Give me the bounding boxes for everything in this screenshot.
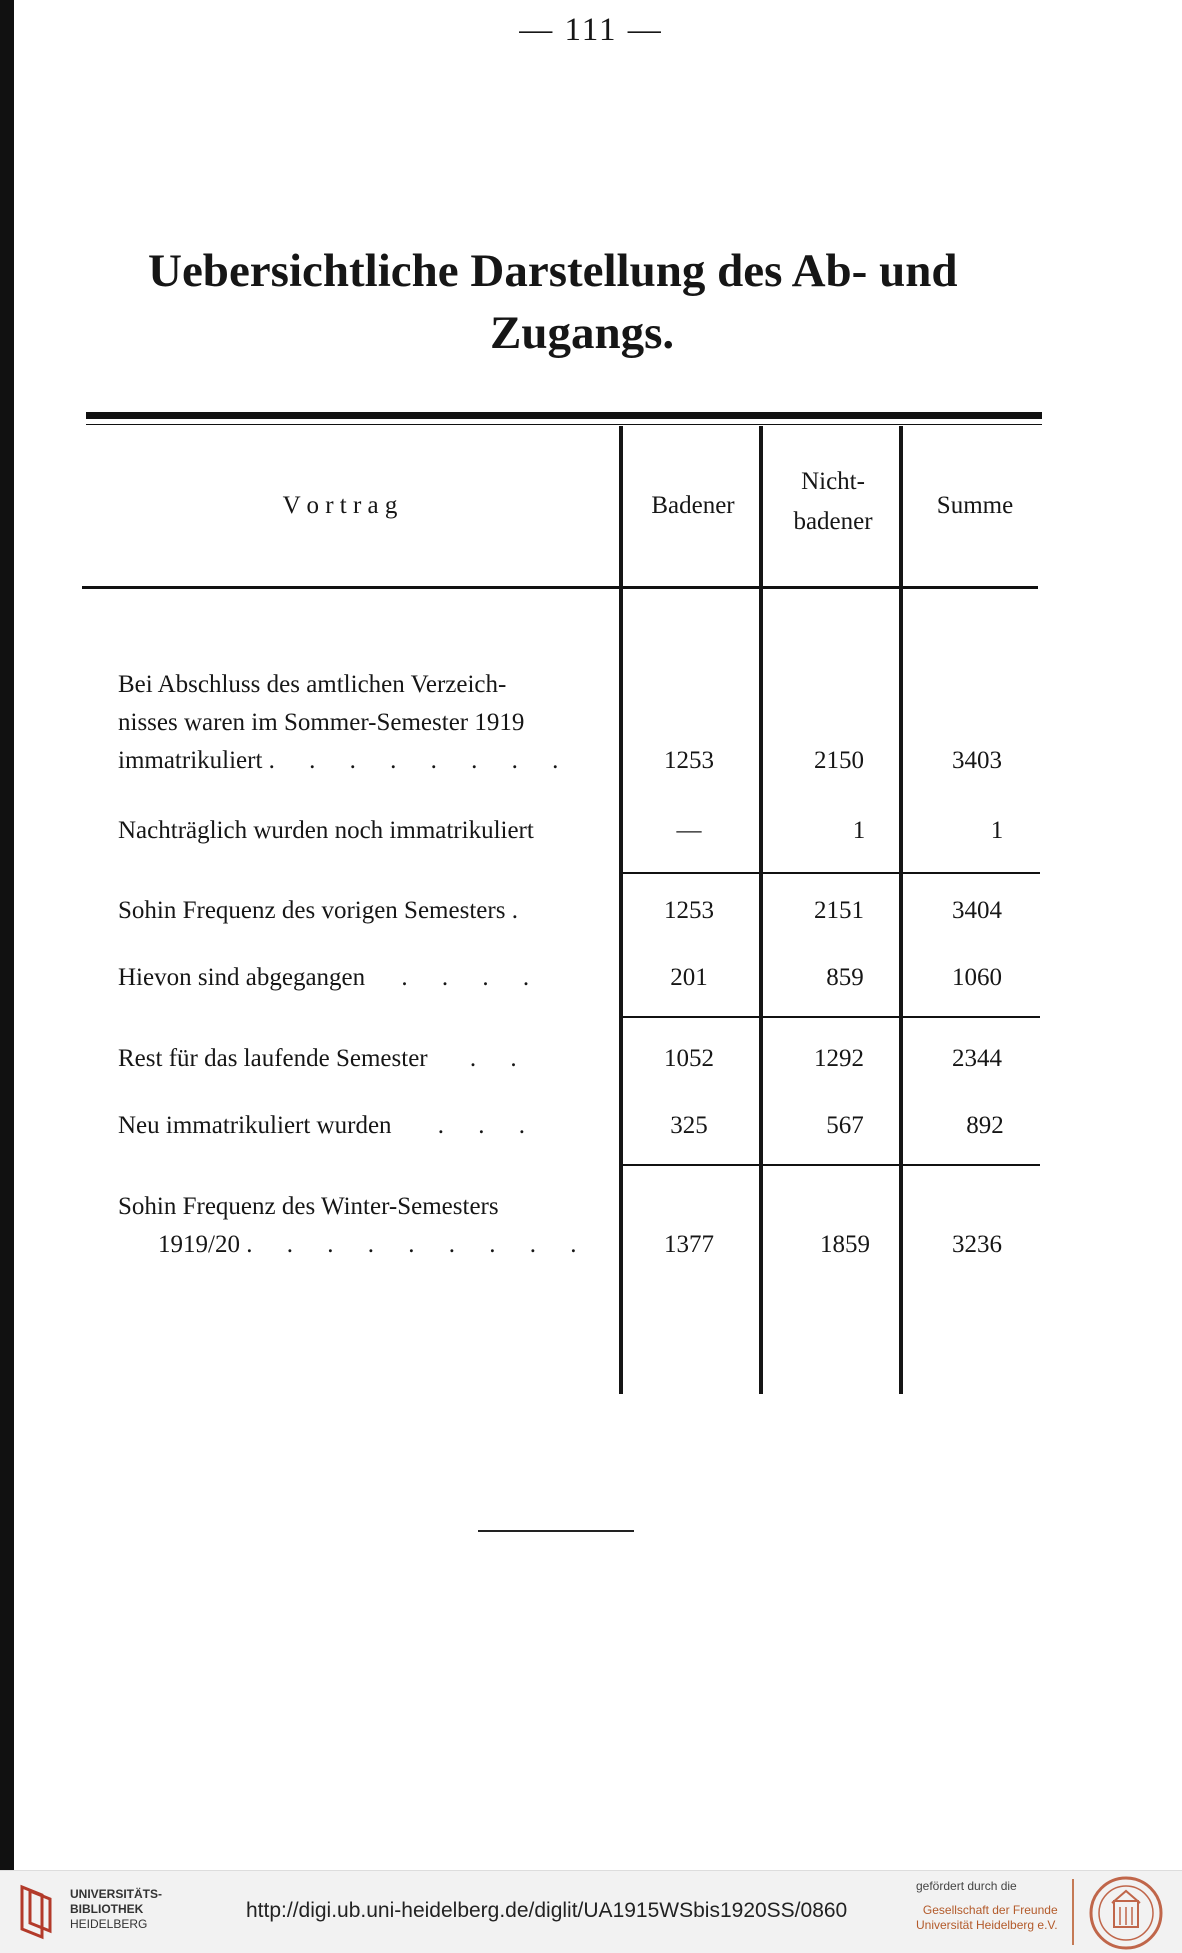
row-7-line-2: 1919/20 [158,1231,240,1258]
row-7-label [118,1188,598,1264]
row-2-label: Nachträglich wurden noch immatrikuliert [118,817,534,844]
header-bottom-rule [82,586,1038,589]
row-4-nichtbadener: 859 [826,964,864,991]
row-3-text: Sohin Frequenz des vorigen Semesters [118,897,506,924]
row-1-nichtbadener: 2150 [814,747,864,774]
header-badener: Badener [651,492,735,519]
row-4-text: Hievon sind abgegangen [118,964,366,991]
row-1-line-3: immatrikuliert [118,747,263,774]
header-nichtbadener-line-2: badener [793,508,873,535]
row-1-line-2: nisses waren im Sommer-Semester 1919 [118,709,525,736]
row-5-summe: 2344 [952,1045,1002,1072]
header-vortrag: V o r t r a g [282,492,398,519]
end-rule [478,1530,634,1532]
row-5-nichtbadener: 1292 [814,1045,864,1072]
row-4-label [118,959,598,997]
row-3-nichtbadener: 2151 [814,897,864,924]
title-line-1: Uebersichtliche Darstellung des Ab- und [148,245,958,297]
leader-dots: . . . . [401,964,544,991]
row-3-summe: 3404 [952,897,1002,924]
library-name-line-1: UNIVERSITÄTS- [70,1887,163,1901]
row-4-badener: 201 [670,964,708,991]
footer-bar [0,1870,1182,1953]
university-library-logo-icon [16,1883,58,1941]
column-divider-2 [759,426,763,1394]
row-5-text: Rest für das laufende Semester [118,1045,428,1072]
library-name-line-3: HEIDELBERG [70,1917,148,1931]
library-name [70,1887,162,1932]
page-number: — 111 — [519,12,663,48]
leader-dots: . . . [437,1112,540,1139]
subtotal-rule-1 [620,872,1040,874]
row-6-text: Neu immatrikuliert wurden [118,1112,392,1139]
page-title [120,240,1040,364]
table-row-label [118,666,598,780]
row-4-summe: 1060 [952,964,1002,991]
row-7-nichtbadener: 1859 [820,1231,870,1258]
library-name-line-2: BIBLIOTHEK [70,1902,144,1916]
leader-dots: . . . . . . . . . [246,1231,591,1258]
header-nichtbadener [767,462,899,542]
row-6-summe: 892 [966,1112,1004,1139]
row-3-badener: 1253 [664,897,714,924]
table-top-thick-rule [86,412,1042,419]
row-2-nichtbadener: 1 [852,817,866,844]
title-line-2: Zugangs. [490,307,675,359]
row-7-line-1: Sohin Frequenz des Winter-Semesters [118,1193,499,1220]
header-summe: Summe [936,492,1014,519]
leader-dots: . [511,897,518,924]
row-1-line-1: Bei Abschluss des amtlichen Verzeich- [118,671,507,698]
university-seal-icon [1088,1875,1164,1951]
sponsored-by-label: gefördert durch die [916,1879,1017,1893]
sponsor-text [916,1879,1058,1933]
row-1-badener: 1253 [664,747,714,774]
sponsor-line-1: Gesellschaft der Freunde [922,1903,1058,1917]
sponsor-line-2: Universität Heidelberg e.V. [916,1918,1058,1932]
row-7-summe: 3236 [952,1231,1002,1258]
row-2-badener: — [676,817,702,844]
row-5-label [118,1040,598,1078]
row-6-badener: 325 [670,1112,708,1139]
page-binding-edge [0,0,14,1870]
row-7-badener: 1377 [664,1231,714,1258]
row-2-summe: 1 [990,817,1004,844]
subtotal-rule-3 [620,1164,1040,1166]
row-5-badener: 1052 [664,1045,714,1072]
row-6-nichtbadener: 567 [826,1112,864,1139]
permalink-url[interactable]: http://digi.ub.uni-heidelberg.de/diglit/UA1915WSbis1920SS/0860 [246,1899,848,1922]
leader-dots: . . [469,1045,531,1072]
leader-dots: . . . . . . . . [268,747,573,774]
subtotal-rule-2 [620,1016,1040,1018]
row-3-label [118,892,598,930]
row-1-summe: 3403 [952,747,1002,774]
row-6-label [118,1107,598,1145]
table-top-thin-rule [86,424,1042,425]
column-divider-1 [619,426,623,1394]
header-nichtbadener-line-1: Nicht- [801,468,865,495]
footer-divider [1072,1879,1074,1945]
